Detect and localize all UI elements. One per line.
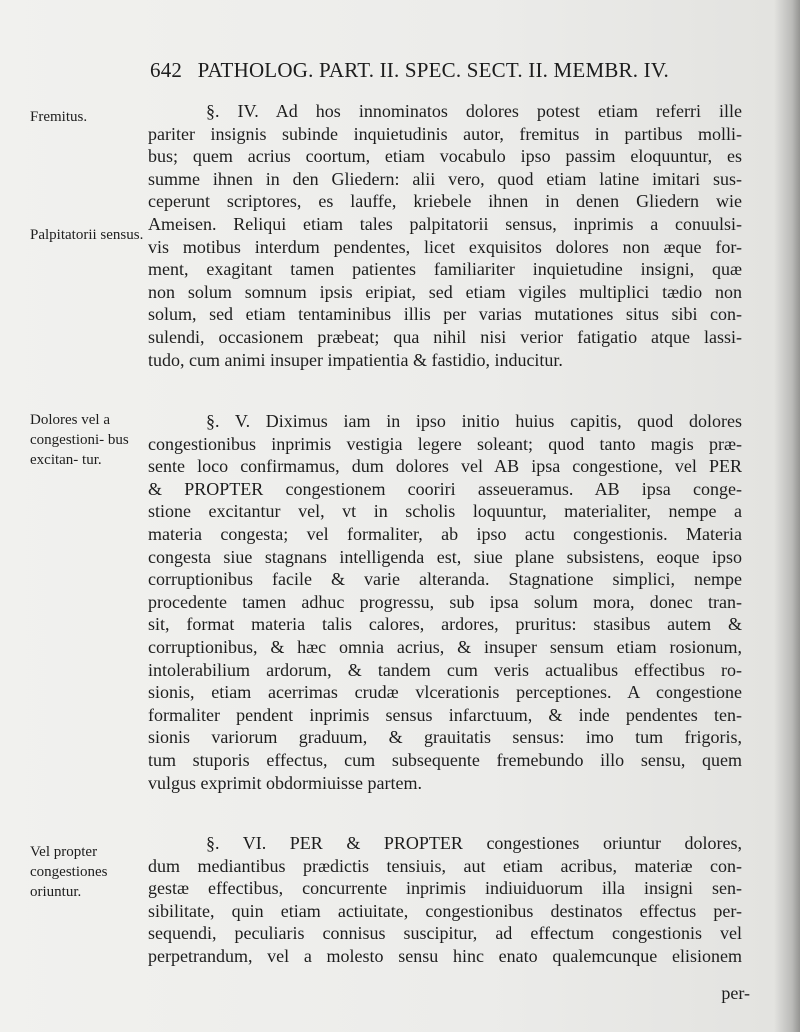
text-line: tum stuporis effectus, cum subsequente fremebundo illo sensu, quem xyxy=(148,749,742,770)
text-line: vulgus exprimit obdormiuisse partem. xyxy=(148,772,422,793)
text-line: sente loco confirmamus, dum dolores vel AB ipsa congestione, vel PER xyxy=(148,456,742,477)
text-line: perpetrandum, vel a molesto sensu hinc enato qualemcunque elisionem xyxy=(148,945,742,966)
text-line: summe ihnen in den Gliedern: alii vero, quod etiam latine imitari sus- xyxy=(148,168,742,189)
running-header xyxy=(150,58,750,83)
text-line: congesta siue stagnans intelligenda est, siue plane subsistens, eoque ipso xyxy=(148,546,742,567)
text-line: §. IV. Ad hos innominatos dolores potest etiam referri ille xyxy=(206,101,742,121)
catchword: per- xyxy=(721,983,750,1003)
text-line: formaliter pendent inprimis sensus infarctuum, & inde pendentes ten- xyxy=(148,704,742,725)
text-line: §. VI. PER & PROPTER congestiones oriuntur dolores, xyxy=(206,833,742,853)
running-title: PATHOLOG. PART. II. SPEC. SECT. II. MEMBR. IV. xyxy=(197,58,669,82)
margin-note-congestiones: Vel propter congestiones oriuntur. xyxy=(30,844,108,900)
text-line: bus; quem acrius coortum, etiam vocabulo ipso passim eloquuntur, es xyxy=(148,146,742,167)
text-line: corruptionibus facile & varie alteranda. Stagnatione simplici, nempe xyxy=(148,569,742,590)
page-gutter-shadow xyxy=(774,0,800,1032)
paragraph-vi xyxy=(148,832,742,968)
text-line: materia congesta; vel formaliter, ab ipso actu congestionis. Materia xyxy=(148,523,742,544)
text-line: dum mediantibus prædictis tensiuis, aut etiam acribus, materiæ con- xyxy=(148,855,742,876)
text-line: sit, format materia talis calores, ardores, pruritus: stasibus autem & xyxy=(148,614,742,635)
text-line: sionis, etiam acerrimas crudæ vlcerationis perceptiones. A congestione xyxy=(148,682,742,703)
text-line: §. V. Diximus iam in ipso initio huius capitis, quod dolores xyxy=(206,411,742,431)
text-line: gestæ effectibus, concurrente inprimis indiuiduorum illa insigni sen- xyxy=(148,878,742,899)
text-line: intolerabilium ardorum, & tandem cum veris actualibus effectibus ro- xyxy=(148,659,742,680)
text-line: sionis variorum graduum, & grauitatis sensus: imo tum frigoris, xyxy=(148,727,742,748)
text-line: stione excitantur vel, vt in scholis loquuntur, materialiter, nempe a xyxy=(148,501,742,522)
margin-note-palpitatorii: Palpitatorii sensus. xyxy=(30,227,144,243)
text-line: ceperunt scriptores, es lauffe, kriebele ihnen in denen Gliedern wie xyxy=(148,191,742,212)
page-number: 642 xyxy=(150,58,183,82)
margin-note-fremitus: Fremitus. xyxy=(30,109,88,125)
text-line: congestionibus inprimis vestigia legere soleant; quod tanto magis præ- xyxy=(148,433,742,454)
text-line: & PROPTER congestionem cooriri asseueramus. AB ipsa conge- xyxy=(148,478,742,499)
text-line: corruptionibus, & hæc omnia acrius, & insuper sensum etiam rosionum, xyxy=(148,636,742,657)
text-line: non solum somnum ipsis eripiat, sed etiam vigiles multiplici tædio non xyxy=(148,281,742,302)
text-line: tudo, cum animi insuper impatientia & fastidio, inducitur. xyxy=(148,349,563,370)
text-line: ment, exagitant tamen patientes familiariter inquietudine insigni, quæ xyxy=(148,259,742,280)
margin-note-dolores: Dolores vel a congestioni- bus excitan- tur. xyxy=(30,412,129,468)
text-line: sequendi, peculiaris connisus suscipitur, ad effectum congestionis vel xyxy=(148,923,742,944)
text-line: sulendi, occasionem præbeat; qua nihil nisi verior fatigatio atque lassi- xyxy=(148,326,742,347)
text-line: solum, sed etiam tentaminibus illis per varias mutationes situs sibi con- xyxy=(148,304,742,325)
paragraph-v xyxy=(148,410,742,794)
paragraph-iv xyxy=(148,100,742,371)
text-line: pariter insignis subinde inquietudinis autor, fremitus in partibus molli- xyxy=(148,123,742,144)
text-line: procedente tamen adhuc progressu, sub ipsa solum mora, donec tran- xyxy=(148,591,742,612)
text-line: vis motibus interdum pendentes, licet exquisitos dolores non æque for- xyxy=(148,236,742,257)
text-line: Ameisen. Reliqui etiam tales palpitatorii sensus, inprimis a conuulsi- xyxy=(148,213,742,234)
text-line: sibilitate, quin etiam actiuitate, congestionibus destinatos effectus per- xyxy=(148,900,742,921)
